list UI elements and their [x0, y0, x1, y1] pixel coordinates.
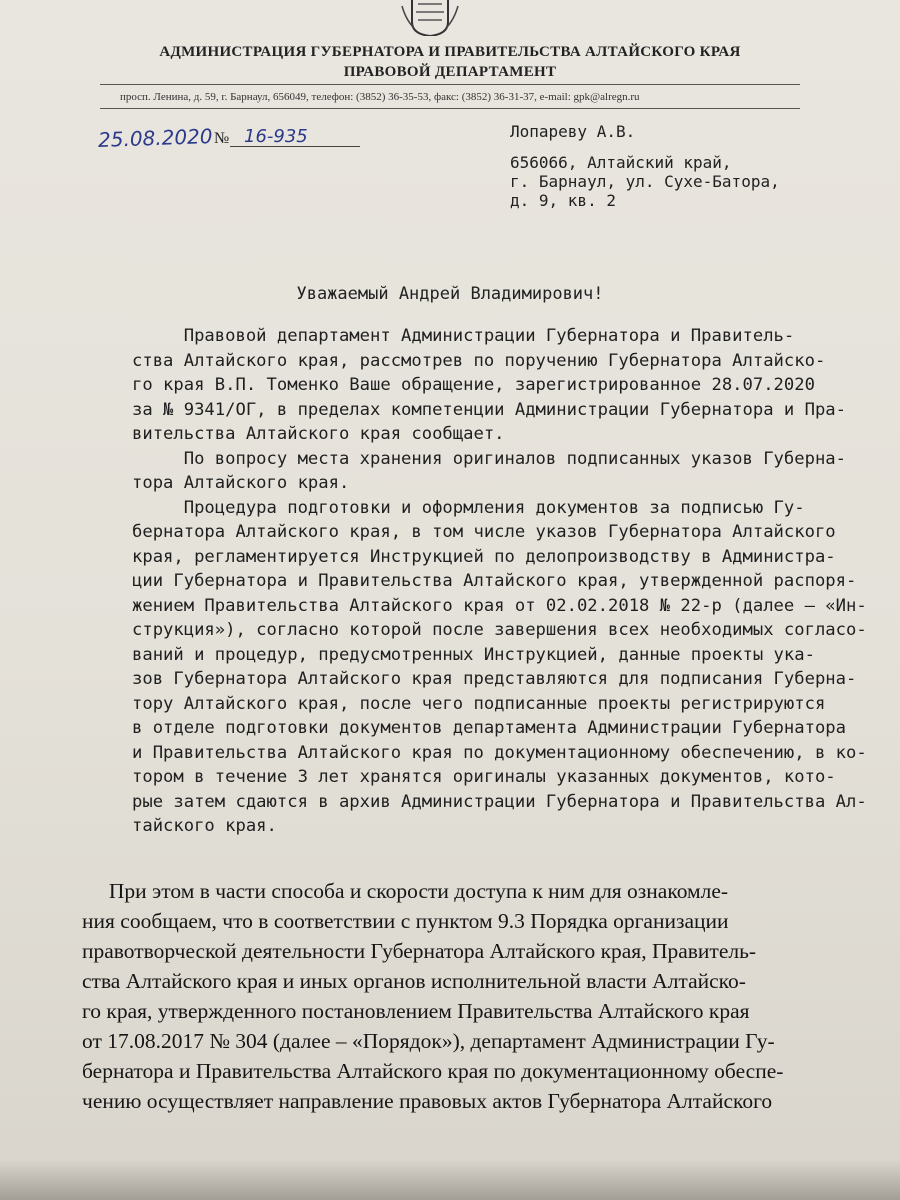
body-line: струкция»), согласно которой после завершения всех необходимых согласо- [132, 620, 867, 640]
body-line: жением Правительства Алтайского края от 02.02.2018 № 22-р (далее – «Ин- [132, 595, 867, 616]
body-line: за № 9341/ОГ, в пределах компетенции Администрации Губернатора и Пра- [132, 399, 846, 420]
body-line: ции Губернатора и Правительства Алтайского края, утвержденной распоря- [132, 571, 857, 591]
body-line: При этом в части способа и скорости доступа к ним для ознакомле- [82, 879, 729, 903]
body-line: от 17.08.2017 № 304 (далее – «Порядок»), департамент Администрации Гу- [82, 1029, 775, 1053]
body-line: тайского края. [132, 816, 277, 836]
body-line: По вопросу места хранения оригиналов подписанных указов Губерна- [132, 448, 846, 469]
contacts-divider [100, 108, 800, 109]
letter-body-serif [82, 876, 882, 1116]
body-line: го края В.П. Томенко Ваше обращение, зарегистрированное 28.07.2020 [132, 375, 815, 395]
body-line: Процедура подготовки и оформления документов за подписью Гу- [132, 497, 805, 518]
body-line: тору Алтайского края, после чего подписанные проекты регистрируются [132, 693, 826, 714]
recipient-address-line: г. Барнаул, ул. Сухе-Батора, [510, 172, 780, 191]
document-number-label: № [214, 130, 230, 147]
body-line: Правовой департамент Администрации Губернатора и Правитель- [132, 326, 795, 346]
body-line: ваний и процедур, предусмотренных Инструкцией, данные проекты ука- [132, 644, 815, 665]
body-line: бернатора Алтайского края, в том числе указов Губернатора Алтайского [132, 522, 836, 542]
body-line: ства Алтайского края, рассмотрев по поручению Губернатора Алтайско- [132, 350, 826, 371]
letter-body-typewriter [132, 324, 867, 839]
body-line: чению осуществляет направление правовых актов Губернатора Алтайского [82, 1089, 773, 1113]
department-name: ПРАВОВОЙ ДЕПАРТАМЕНТ [343, 64, 557, 80]
coat-of-arms-emblem [398, 0, 462, 36]
body-line: и Правительства Алтайского края по документационному обеспечению, в ко- [132, 742, 867, 763]
recipient-name: Лопареву А.В. [510, 122, 636, 141]
recipient-address-line: 656066, Алтайский край, [510, 153, 732, 172]
recipient-block [510, 122, 780, 210]
salutation: Уважаемый Андрей Владимирович! [296, 284, 604, 304]
body-line: тором в течение 3 лет хранятся оригиналы указанных документов, кото- [132, 767, 836, 787]
body-line: тора Алтайского края. [132, 473, 350, 493]
body-line: рые затем сдаются в архив Администрации Губернатора и Правительства Ал- [132, 791, 867, 812]
page-shadow [0, 1160, 900, 1200]
organization-name: АДМИНИСТРАЦИЯ ГУБЕРНАТОРА И ПРАВИТЕЛЬСТВА АЛТАЙСКОГО КРАЯ [159, 44, 741, 60]
number-underline [230, 146, 360, 147]
body-line: зов Губернатора Алтайского края представляются для подписания Губерна- [132, 669, 857, 689]
body-line: края, регламентируется Инструкцией по делопроизводству в Администра- [132, 546, 836, 567]
body-line: правотворческой деятельности Губернатора Алтайского края, Правитель- [82, 939, 757, 963]
body-line: го края, утвержденного постановлением Правительства Алтайского края [82, 999, 750, 1023]
contact-details: просп. Ленина, д. 59, г. Барнаул, 656049, телефон: (3852) 36-35-53, факс: (3852) 36-31-37, e-mail: gpk@alregn.ru [120, 91, 640, 103]
body-line: ства Алтайского края и иных органов исполнительной власти Алтайско- [82, 969, 746, 993]
document-number: 16-935 [244, 126, 308, 147]
body-line: бернатора и Правительства Алтайского края по документационному обеспе- [82, 1059, 784, 1083]
body-line: ния сообщаем, что в соответствии с пунктом 9.3 Порядка организации [82, 909, 729, 933]
recipient-address-line: д. 9, кв. 2 [510, 191, 616, 210]
document-date: 25.08.2020 [97, 124, 213, 152]
body-line: вительства Алтайского края сообщает. [132, 424, 505, 444]
body-line: в отделе подготовки документов департамента Администрации Губернатора [132, 718, 846, 738]
header-divider [100, 84, 800, 85]
